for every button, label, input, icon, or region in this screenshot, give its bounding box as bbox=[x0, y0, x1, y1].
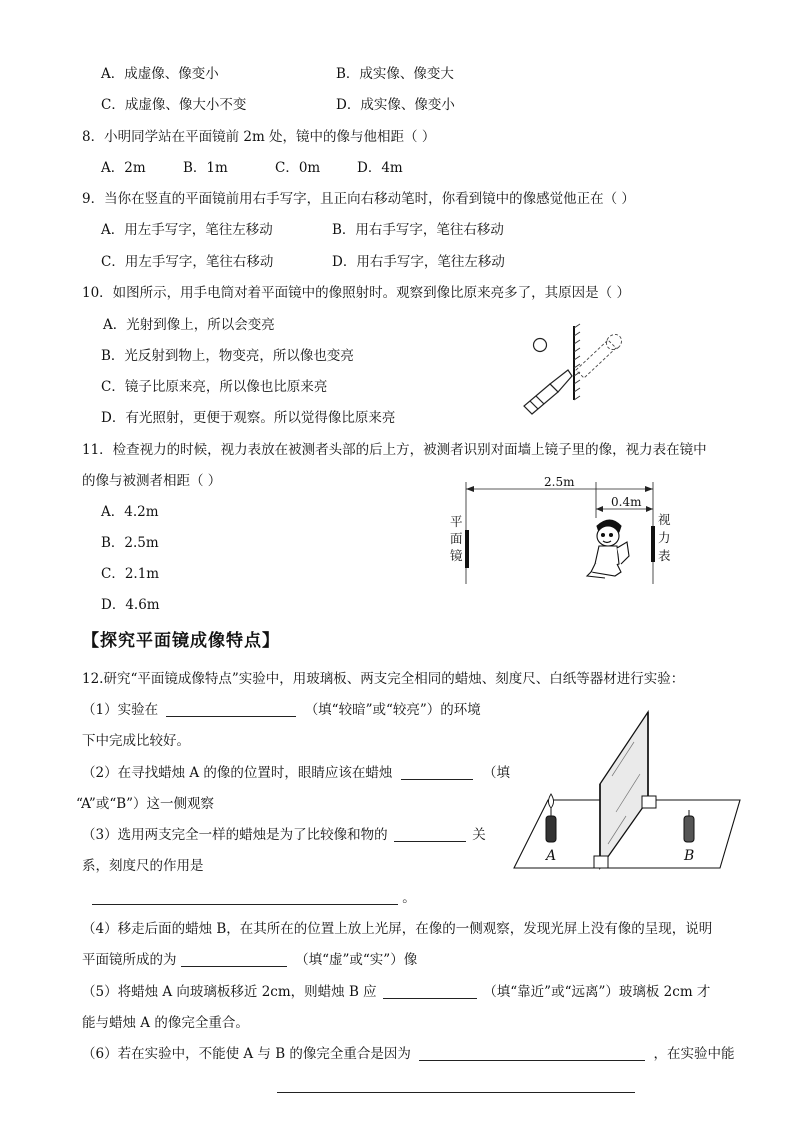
q10-option-d: D．有光照射，更便于观察。所以觉得像比原来亮 bbox=[101, 410, 396, 426]
plane-mirror-bar bbox=[465, 530, 469, 568]
q12-part6-continuation-blank[interactable] bbox=[277, 1078, 635, 1093]
q9-option-b: B．用右手写字，笔往右移动 bbox=[332, 222, 504, 238]
q12-part6-line2 bbox=[277, 1077, 635, 1095]
q7-option-d: D．成实像、像变小 bbox=[336, 97, 455, 113]
q10-option-a: A．光射到像上，所以会变亮 bbox=[103, 317, 275, 333]
q12-part3-answer-blank[interactable] bbox=[394, 827, 466, 842]
mirror-label-3: 镜 bbox=[450, 548, 463, 563]
q11-option-c: C．2.1m bbox=[101, 566, 160, 582]
flashlight-image bbox=[576, 331, 625, 378]
q11-stem-line1: 11．检查视力的时候，视力表放在被测者头部的后上方，被测者识别对面墙上镜子里的像，视力表在镜中 bbox=[82, 442, 707, 458]
mirror-label-1: 平 bbox=[450, 514, 463, 529]
q12-part6-text-a: （6）若在实验中，不能使 A 与 B 的像完全重合是因为 bbox=[82, 1046, 411, 1062]
candle-a-label: A bbox=[546, 848, 557, 864]
eye-test-figure bbox=[445, 476, 680, 596]
q8-stem: 8．小明同学站在平面镜前 2m 处，镜中的像与他相距（ ） bbox=[82, 129, 436, 145]
q12-part3-line1 bbox=[82, 826, 486, 844]
q12-part3-ruler-answer-blank[interactable] bbox=[92, 890, 398, 905]
q11-stem-line2: 的像与被测者相距（ ） bbox=[82, 473, 222, 489]
q9-option-a: A．用左手写字，笔往左移动 bbox=[101, 222, 273, 238]
q12-part1-text-b: （填“较暗”或“较亮”）的环境 bbox=[304, 702, 481, 718]
q12-part5-answer-blank[interactable] bbox=[383, 984, 477, 999]
q12-part2-answer-blank[interactable] bbox=[401, 765, 473, 780]
q12-part4-answer-blank[interactable] bbox=[181, 952, 287, 967]
q12-part5-text-b: （填“靠近”或“远离”）玻璃板 2cm 才 bbox=[483, 984, 711, 1000]
q11-option-a: A．4.2m bbox=[101, 504, 159, 520]
ball-object bbox=[534, 339, 547, 352]
q12-part1-text-a: （1）实验在 bbox=[82, 702, 159, 718]
q12-part2-text-a: （2）在寻找蜡烛 A 的像的位置时，眼睛应该在蜡烛 bbox=[82, 765, 393, 781]
distance-label-near: 0.4m bbox=[611, 495, 642, 509]
q12-part3-text-c: 系，刻度尺的作用是 bbox=[82, 858, 204, 874]
q12-part4-text-a: （4）移走后面的蜡烛 B，在其所在的位置上放上光屏，在像的一侧观察，发现光屏上没有像的呈现，说明 bbox=[82, 921, 713, 937]
q12-part2-text-b: （填 bbox=[483, 765, 511, 781]
q10-option-b: B．光反射到物上，物变亮，所以像也变亮 bbox=[101, 348, 354, 364]
chart-label-1: 视 bbox=[658, 512, 671, 527]
q7-option-b: B．成实像、像变大 bbox=[336, 66, 454, 82]
q12-stem: 12.研究“平面镜成像特点”实验中，用玻璃板、两支完全相同的蜡烛、刻度尺、白纸等器材进行实验： bbox=[82, 671, 685, 687]
q12-part3-line3 bbox=[92, 889, 416, 907]
q8-option-c: C．0m bbox=[275, 160, 321, 176]
q7-option-c: C．成虚像、像大小不变 bbox=[101, 97, 247, 113]
chart-label-3: 表 bbox=[658, 548, 671, 563]
q12-part1-text-c: 下中完成比较好。 bbox=[82, 733, 190, 749]
q12-part2-line1 bbox=[82, 764, 510, 782]
q9-option-c: C．用左手写字，笔往右移动 bbox=[101, 254, 274, 270]
seated-person-icon bbox=[587, 520, 629, 578]
q12-part1-line1 bbox=[82, 701, 481, 719]
q12-part6-line1 bbox=[82, 1045, 735, 1063]
q12-part3-text-b: 关 bbox=[472, 827, 486, 843]
chart-label-2: 力 bbox=[658, 530, 671, 545]
q12-part5-text-a: （5）将蜡烛 A 向玻璃板移近 2cm，则蜡烛 B 应 bbox=[82, 984, 377, 1000]
q12-part3-end: 。 bbox=[402, 890, 416, 906]
q8-option-d: D．4m bbox=[357, 160, 403, 176]
q9-option-d: D．用右手写字，笔往左移动 bbox=[332, 254, 505, 270]
q10-stem: 10．如图所示，用手电筒对着平面镜中的像照射时。观察到像比原来亮多了，其原因是（ ） bbox=[82, 285, 630, 301]
q12-part6-text-b: ，在实验中能 bbox=[653, 1046, 735, 1062]
distance-label-total: 2.5m bbox=[544, 476, 575, 489]
mirror-label-2: 面 bbox=[450, 531, 463, 546]
q12-part4-text-c: （填“虚”或“实”）像 bbox=[295, 952, 418, 968]
section-title: 【探究平面镜成像特点】 bbox=[82, 631, 280, 651]
q12-part6-answer-blank[interactable] bbox=[419, 1046, 645, 1061]
q12-part5-line1 bbox=[82, 983, 710, 1001]
q8-option-a: A．2m bbox=[101, 160, 146, 176]
candle-b-label: B bbox=[684, 848, 695, 864]
q10-option-c: C．镜子比原来亮，所以像也比原来亮 bbox=[101, 379, 328, 395]
flashlight-icon bbox=[524, 370, 572, 414]
q12-part2-text-c: “A”或“B”）这一侧观察 bbox=[76, 796, 215, 812]
q12-part4-line2 bbox=[82, 951, 417, 969]
q12-part3-text-a: （3）选用两支完全一样的蜡烛是为了比较像和物的 bbox=[82, 827, 388, 843]
q7-option-a: A．成虚像、像变小 bbox=[101, 66, 219, 82]
q8-option-b: B．1m bbox=[183, 160, 228, 176]
q11-option-b: B．2.5m bbox=[101, 535, 159, 551]
glass-plate-candles-figure bbox=[508, 704, 746, 870]
q12-part5-text-c: 能与蜡烛 A 的像完全重合。 bbox=[82, 1015, 249, 1031]
plate-support-back bbox=[642, 796, 656, 808]
q12-part4-text-b: 平面镜所成的为 bbox=[82, 952, 177, 968]
plate-support-front bbox=[594, 856, 608, 868]
flashlight-mirror-figure bbox=[510, 318, 635, 418]
q9-stem: 9．当你在竖直的平面镜前用右手写字，且正向右移动笔时，你看到镜中的像感觉他正在（ ） bbox=[82, 191, 635, 207]
q12-part1-answer-blank[interactable] bbox=[166, 702, 296, 717]
eye-chart-bar bbox=[651, 526, 655, 562]
q11-option-d: D．4.6m bbox=[101, 597, 160, 613]
